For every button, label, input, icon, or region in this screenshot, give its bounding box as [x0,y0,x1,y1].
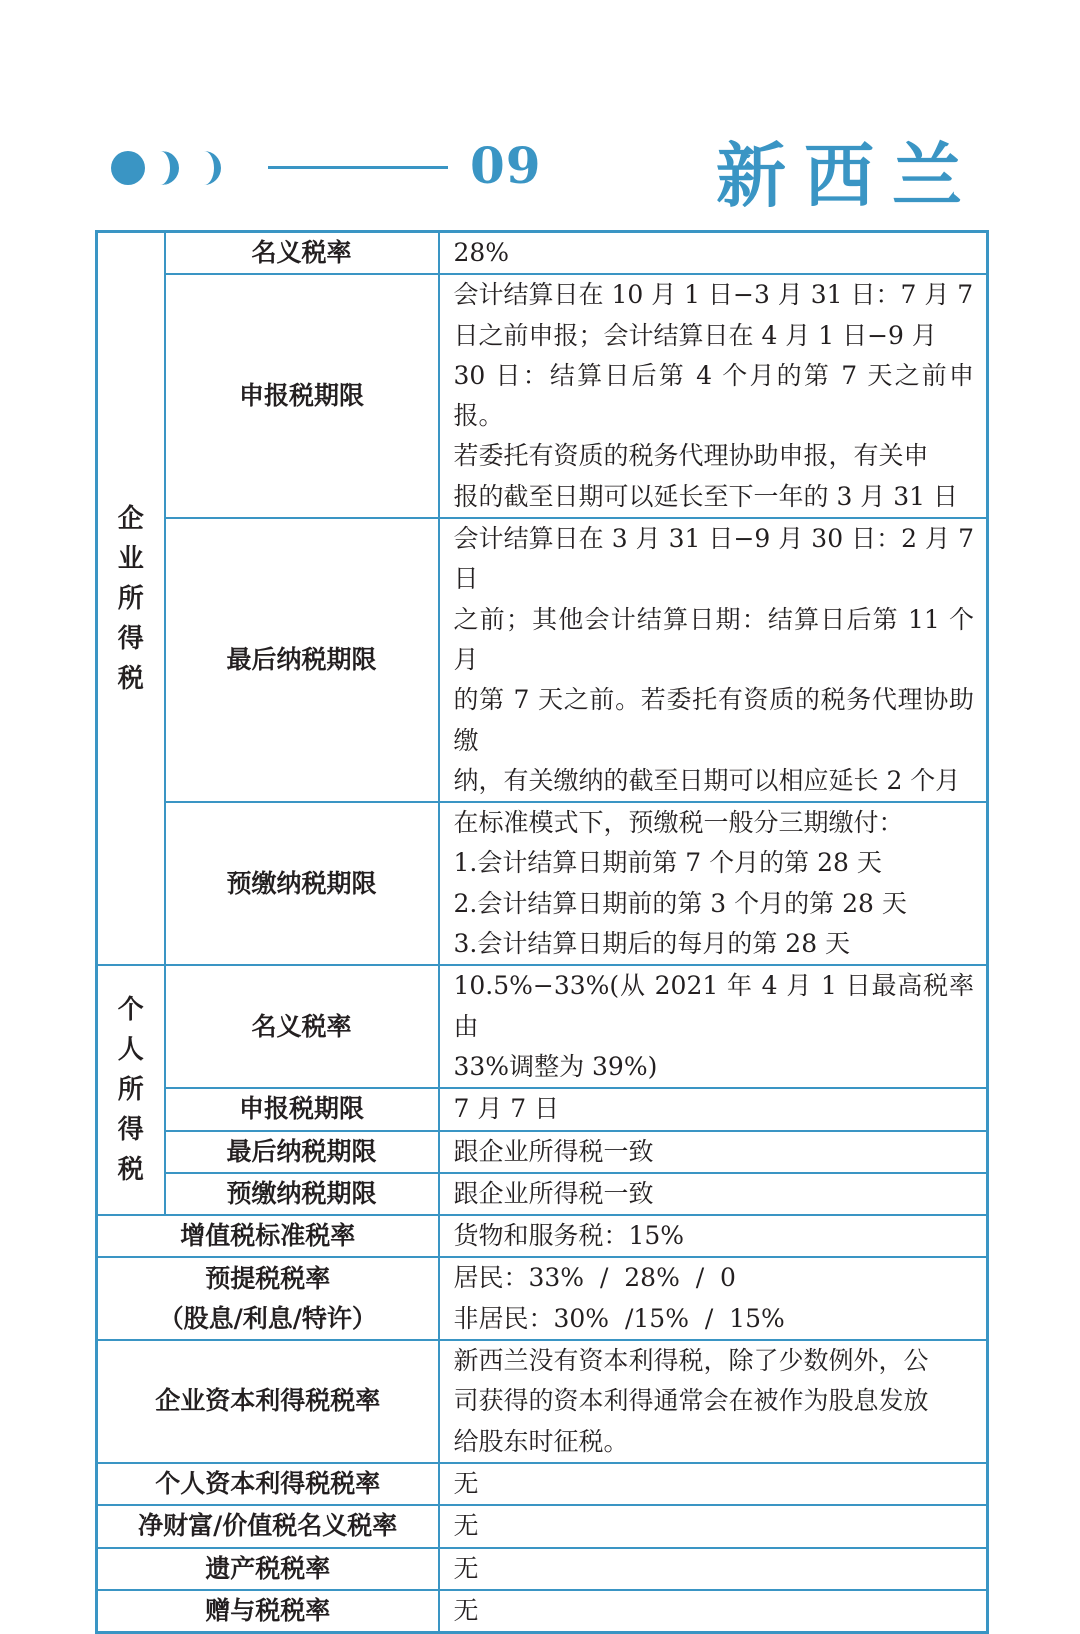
table-row [97,1088,988,1130]
header-divider-line [268,166,448,169]
corp-final-payment-value: 会计结算日在 3 月 31 日−9 月 30 日：2 月 7 日 之前；其他会计结算日期：结算日后第 11 个月 的第 7 天之前。若委托有资质的税务代理协助缴 纳，有关缴纳的截至日期可以相应延长 2 个月 [439,518,988,802]
individual-income-tax-group: 个 人 所 得 税 [97,965,165,1215]
corp-capital-gains-value: 新西兰没有资本利得税，除了少数例外，公 司获得的资本利得通常会在被作为股息发放 给股东时征税。 [439,1340,988,1463]
indiv-nominal-rate-value: 10.5%−33%(从 2021 年 4 月 1 日最高税率由 33%调整为 39%) [439,965,988,1088]
corp-final-payment-label: 最后纳税期限 [165,518,439,802]
indiv-prepayment-value: 跟企业所得税一致 [439,1173,988,1215]
table-row [97,518,988,802]
vat-rate-value: 货物和服务税：15% [439,1215,988,1257]
table-row [97,1215,988,1257]
page-header [0,0,1080,230]
indiv-nominal-rate-label: 名义税率 [165,965,439,1088]
table-row [97,1505,988,1547]
corp-prepayment-value: 在标准模式下，预缴税一般分三期缴付： 1.会计结算日期前第 7 个月的第 28 天 2.会计结算日期前的第 3 个月的第 28 天 3.会计结算日期后的每月的第 28 天 [439,802,988,965]
withholding-rate-label: 预提税税率 （股息/利息/特许） [97,1257,439,1340]
corp-prepayment-label: 预缴纳税期限 [165,802,439,965]
indiv-final-payment-label: 最后纳税期限 [165,1131,439,1173]
corp-nominal-rate-value: 28% [439,232,988,275]
indiv-final-payment-value: 跟企业所得税一致 [439,1131,988,1173]
corp-filing-deadline-label: 申报税期限 [165,274,439,518]
indiv-prepayment-label: 预缴纳税期限 [165,1173,439,1215]
net-wealth-tax-label: 净财富/价值税名义税率 [97,1505,439,1547]
table-row [97,1257,988,1340]
corp-nominal-rate-label: 名义税率 [165,232,439,275]
indiv-capital-gains-label: 个人资本利得税税率 [97,1463,439,1505]
gift-tax-label: 赠与税税率 [97,1590,439,1633]
withholding-rate-value: 居民：33% / 28% / 0 非居民：30% /15% / 15% [439,1257,988,1340]
indiv-capital-gains-value: 无 [439,1463,988,1505]
table-row [97,1463,988,1505]
country-title: 新西兰 [716,134,980,217]
moon-phase-icon [110,148,230,188]
indiv-filing-deadline-value: 7 月 7 日 [439,1088,988,1130]
table-row [97,1548,988,1590]
corp-capital-gains-label: 企业资本利得税税率 [97,1340,439,1463]
table-row [97,1340,988,1463]
table-row [97,1131,988,1173]
corporate-income-tax-group: 企 业 所 得 税 [97,232,165,966]
tax-table [95,230,989,1634]
table-row [97,1590,988,1633]
table-row [97,274,988,518]
corp-filing-deadline-value: 会计结算日在 10 月 1 日−3 月 31 日：7 月 7 日之前申报；会计结算日在 4 月 1 日−9 月 30 日：结算日后第 4 个月的第 7 天之前申报。 若委托有资质的税务代理协助申报，有关申 报的截至日期可以延长至下一年的 3 月 31 日 [439,274,988,518]
page-number: 09 [470,136,542,195]
table-row [97,1173,988,1215]
net-wealth-tax-value: 无 [439,1505,988,1547]
inheritance-tax-label: 遗产税税率 [97,1548,439,1590]
indiv-filing-deadline-label: 申报税期限 [165,1088,439,1130]
gift-tax-value: 无 [439,1590,988,1633]
table-row [97,232,988,275]
vat-rate-label: 增值税标准税率 [97,1215,439,1257]
table-row [97,965,988,1088]
inheritance-tax-value: 无 [439,1548,988,1590]
table-row [97,802,988,965]
